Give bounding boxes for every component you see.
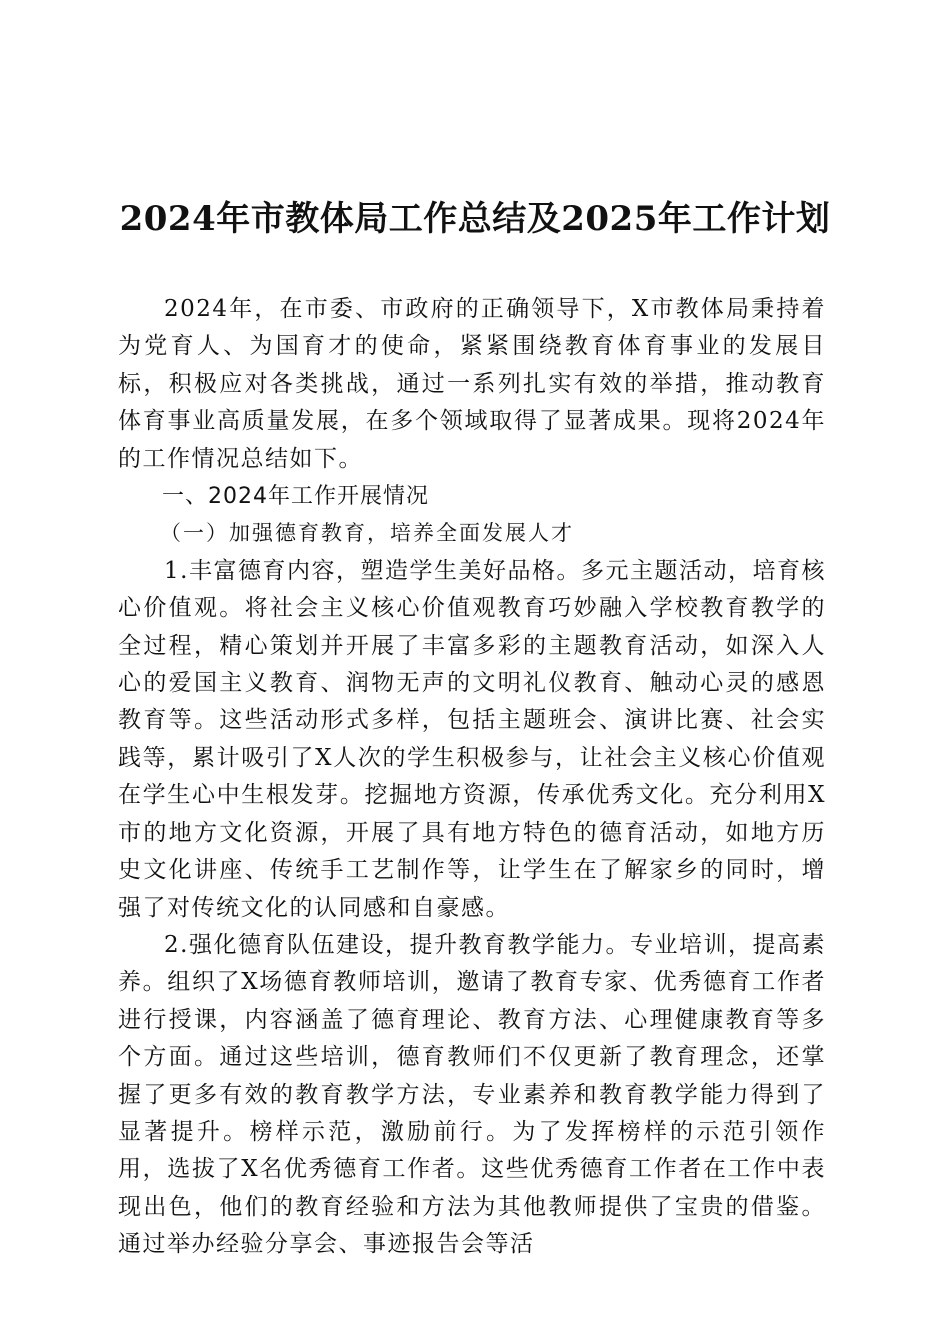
body-paragraph-item-2: 2.强化德育队伍建设，提升教育教学能力。专业培训，提高素养。组织了X场德育教师培训，邀请了教育专家、优秀德育工作者进行授课，内容涵盖了德育理论、教育方法、心理健康教育等多个方面。通过这些培训，德育教师们不仅更新了教育理念，还掌握了更多有效的教育教学方法，专业素养和教育教学能力得到了显著提升。榜样示范，激励前行。为了发挥榜样的示范引领作用，选拔了X名优秀德育工作者。这些优秀德育工作者在工作中表现出色，他们的教育经验和方法为其他教师提供了宝贵的借鉴。通过举办经验分享会、事迹报告会等活 xyxy=(118,931,826,1258)
intro-paragraph: 2024年，在市委、市政府的正确领导下，X市教体局秉持着为党育人、为国育才的使命，紧紧围绕教育体育事业的发展目标，积极应对各类挑战，通过一系列扎实有效的举措，推动教育体育事业高质量发展，在多个领域取得了显著成果。现将2024年的工作情况总结如下。 xyxy=(118,296,826,472)
document-body xyxy=(118,291,826,1264)
section-heading: 一、2024年工作开展情况 xyxy=(162,484,429,510)
body-paragraph-item-1: 1.丰富德育内容，塑造学生美好品格。多元主题活动，培育核心价值观。将社会主义核心价值观教育巧妙融入学校教育教学的全过程，精心策划并开展了丰富多彩的主题教育活动，如深入人心的爱国主义教育、润物无声的文明礼仪教育、触动心灵的感恩教育等。这些活动形式多样，包括主题班会、演讲比赛、社会实践等，累计吸引了X人次的学生积极参与，让社会主义核心价值观在学生心中生根发芽。挖掘地方资源，传承优秀文化。充分利用X市的地方文化资源，开展了具有地方特色的德育活动，如地方历史文化讲座、传统手工艺制作等，让学生在了解家乡的同时，增强了对传统文化的认同感和自豪感。 xyxy=(118,557,826,921)
document-title: 2024年市教体局工作总结及2025年工作计划 xyxy=(119,199,831,239)
subsection-heading: （一）加强德育教育，培养全面发展人才 xyxy=(160,521,574,546)
